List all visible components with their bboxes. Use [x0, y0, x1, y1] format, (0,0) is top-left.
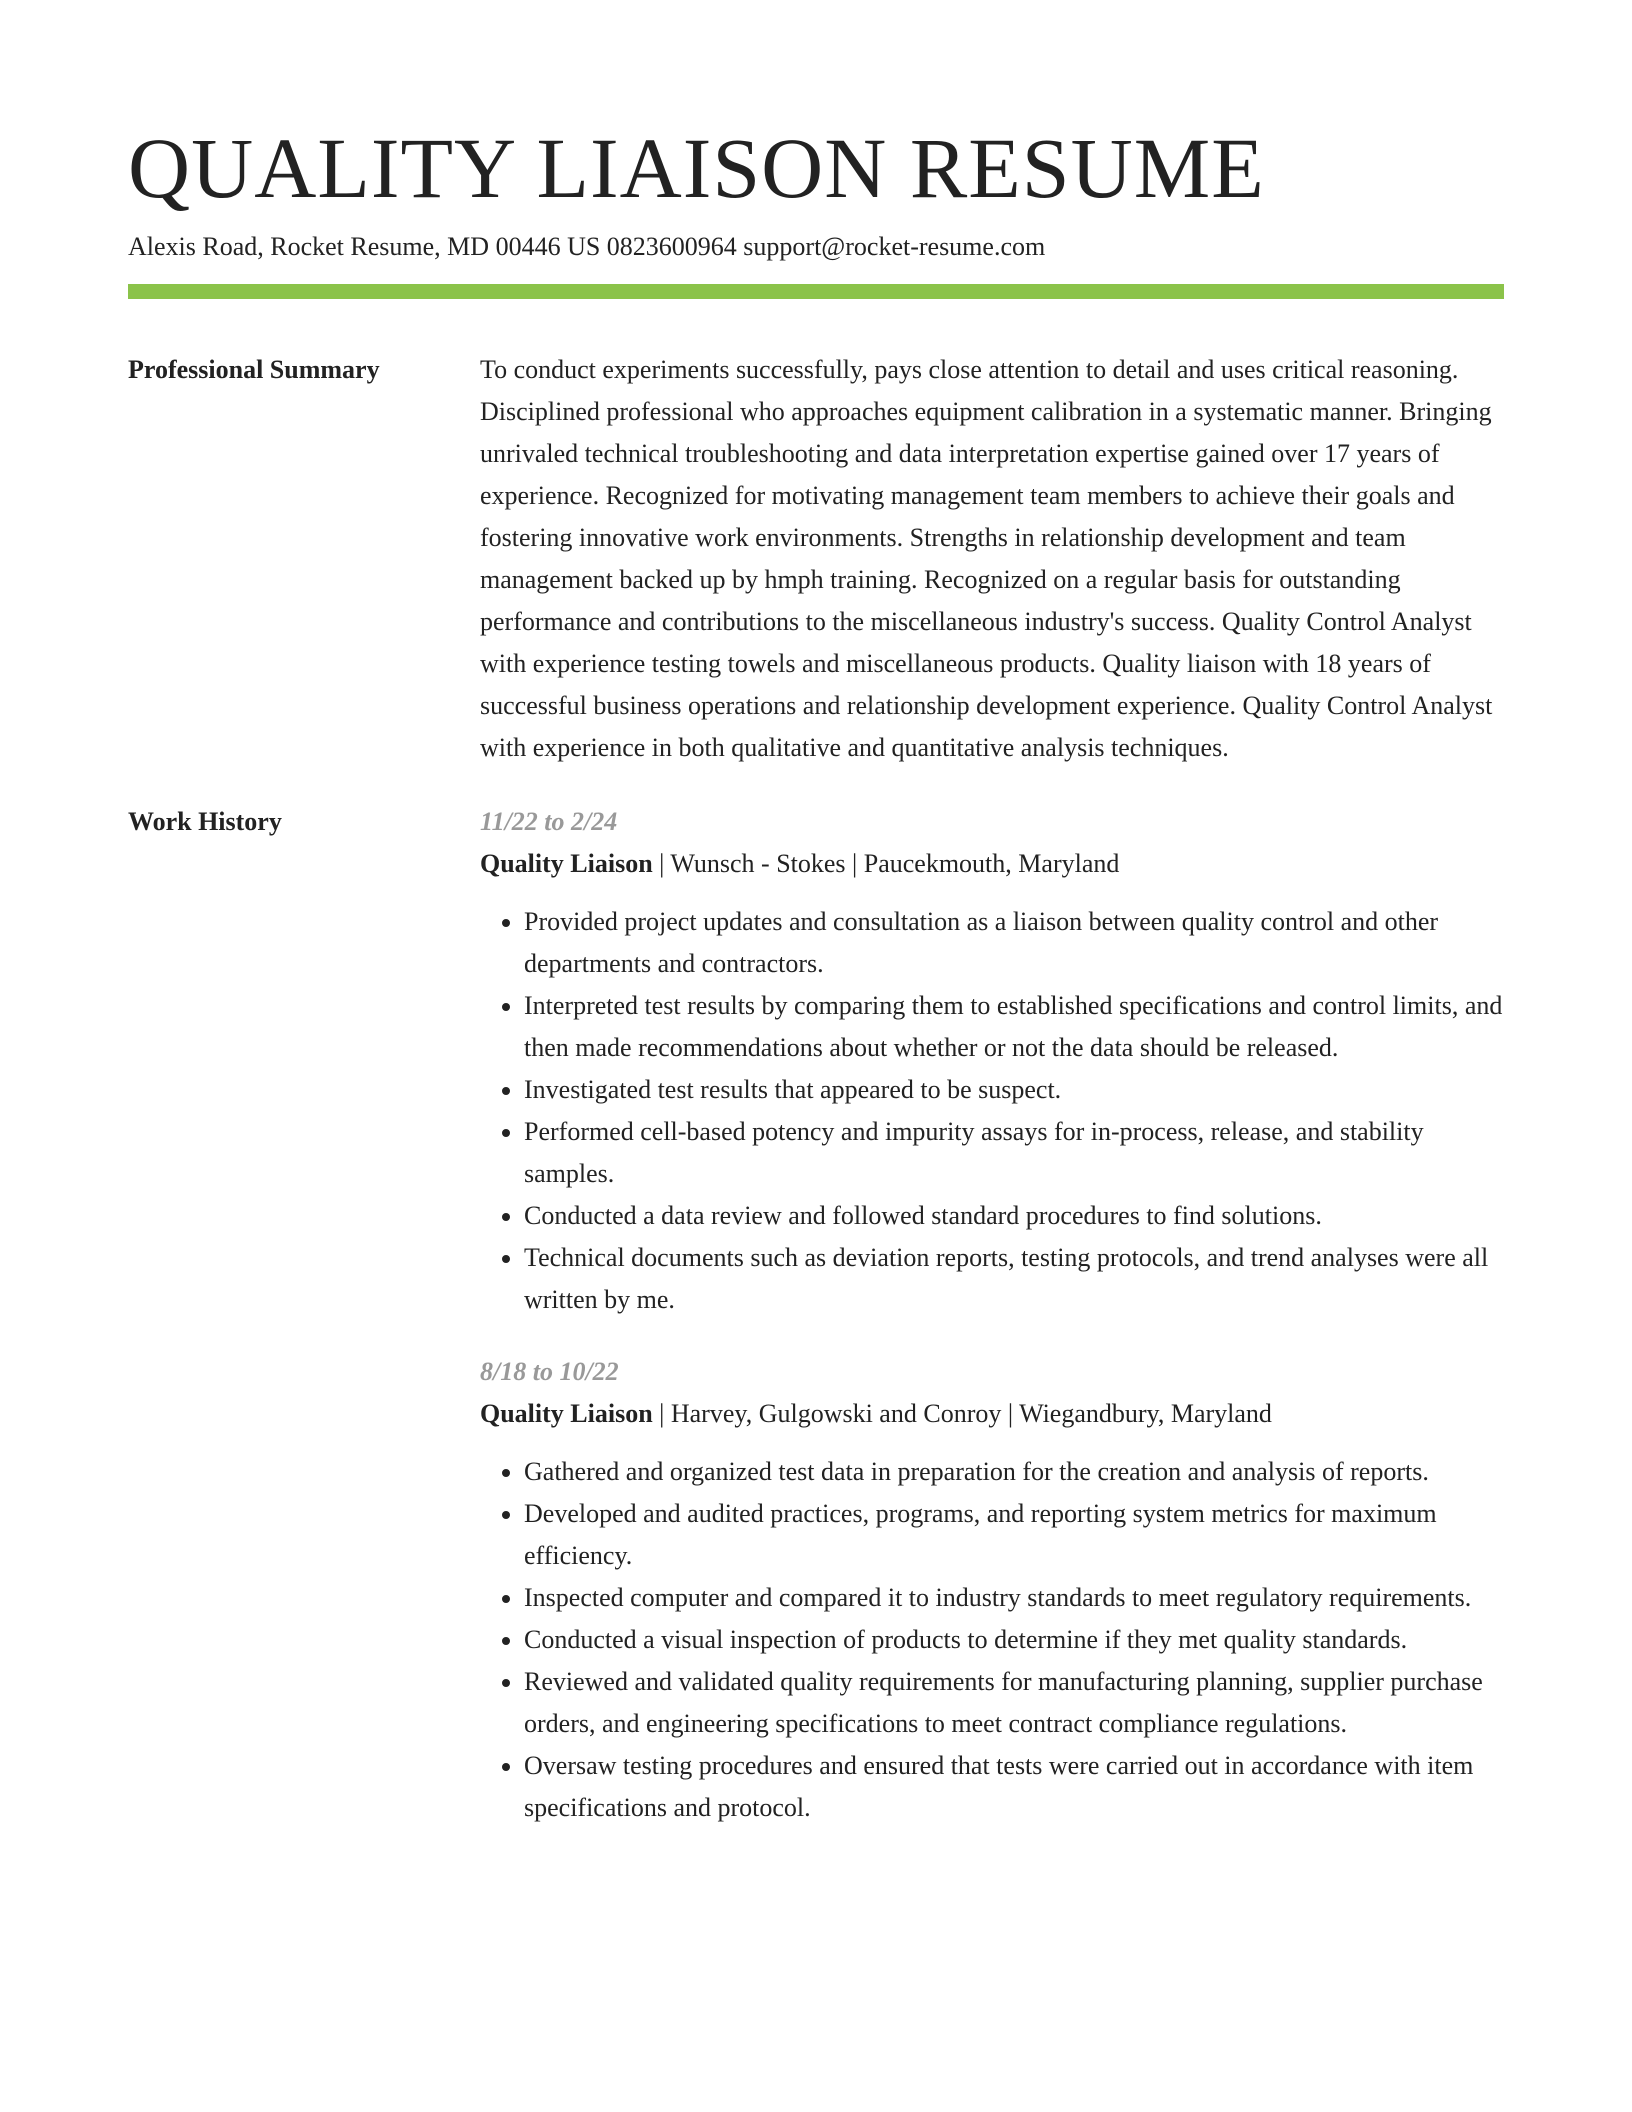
job-bullet: • Inspected computer and compared it to industry standards to meet regulatory requirements.	[524, 1577, 1504, 1619]
summary-text: To conduct experiments successfully, pays close attention to detail and uses critical reasoning. Disciplined professional who approaches equipment calibration in a systematic manner. Bringing unrivaled technical troubleshooting and data interpretation expertise gained over 17 years of experience. Recognized for motivating management team members to achieve their goals and fostering innovative work environments. Strengths in relationship development and team management backed up by hmph training. Recognized on a regular basis for outstanding performance and contributions to the miscellaneous industry's success. Quality Control Analyst with experience testing towels and miscellaneous products. Quality liaison with 18 years of successful business operations and relationship development experience. Quality Control Analyst with experience in both qualitative and quantitative analysis techniques.	[480, 355, 1493, 762]
summary-section	[128, 349, 1504, 769]
job-title: Quality Liaison	[480, 849, 653, 878]
work-history-section	[128, 801, 1504, 1829]
job-heading	[480, 1393, 1504, 1435]
work-history-body	[480, 801, 1504, 1829]
job-bullet: • Reviewed and validated quality requirements for manufacturing planning, supplier purchase orders, and engineering specifications to meet contract compliance regulations.	[524, 1661, 1504, 1745]
job-bullet: • Conducted a data review and followed standard procedures to find solutions.	[524, 1195, 1504, 1237]
job-bullet: • Gathered and organized test data in preparation for the creation and analysis of reports.	[524, 1451, 1504, 1493]
job-heading	[480, 843, 1504, 885]
job-dates: 8/18 to 10/22	[480, 1357, 619, 1386]
contact-line: Alexis Road, Rocket Resume, MD 00446 US 0823600964 support@rocket-resume.com	[128, 232, 1046, 261]
job-bullet: • Oversaw testing procedures and ensured that tests were carried out in accordance with item specifications and protocol.	[524, 1745, 1504, 1829]
job-bullet: • Interpreted test results by comparing them to established specifications and control limits, and then made recommendations about whether or not the data should be released.	[524, 985, 1504, 1069]
summary-heading: Professional Summary	[128, 355, 380, 384]
job-bullet: • Performed cell-based potency and impurity assays for in-process, release, and stability samples.	[524, 1111, 1504, 1195]
job-details: | Harvey, Gulgowski and Conroy | Wiegandbury, Maryland	[652, 1399, 1272, 1428]
job-bullet: • Investigated test results that appeared to be suspect.	[524, 1069, 1504, 1111]
job-entry	[480, 801, 1504, 1321]
work-history-heading: Work History	[128, 807, 282, 836]
page-title: QUALITY LIAISON RESUME	[128, 120, 1265, 216]
job-entry	[480, 1351, 1504, 1829]
resume-page	[128, 118, 1504, 1829]
job-bullet: • Technical documents such as deviation reports, testing protocols, and trend analyses were all written by me.	[524, 1237, 1504, 1321]
job-details: | Wunsch - Stokes | Paucekmouth, Maryland	[652, 849, 1120, 878]
job-title: Quality Liaison	[480, 1399, 653, 1428]
summary-body	[480, 349, 1504, 769]
job-bullets	[480, 901, 1504, 1321]
job-dates: 11/22 to 2/24	[480, 807, 618, 836]
header-divider	[128, 284, 1504, 299]
job-bullet: • Conducted a visual inspection of products to determine if they met quality standards.	[524, 1619, 1504, 1661]
job-bullet: • Provided project updates and consultation as a liaison between quality control and other departments and contractors.	[524, 901, 1504, 985]
job-bullet: • Developed and audited practices, programs, and reporting system metrics for maximum efficiency.	[524, 1493, 1504, 1577]
job-bullets	[480, 1451, 1504, 1829]
